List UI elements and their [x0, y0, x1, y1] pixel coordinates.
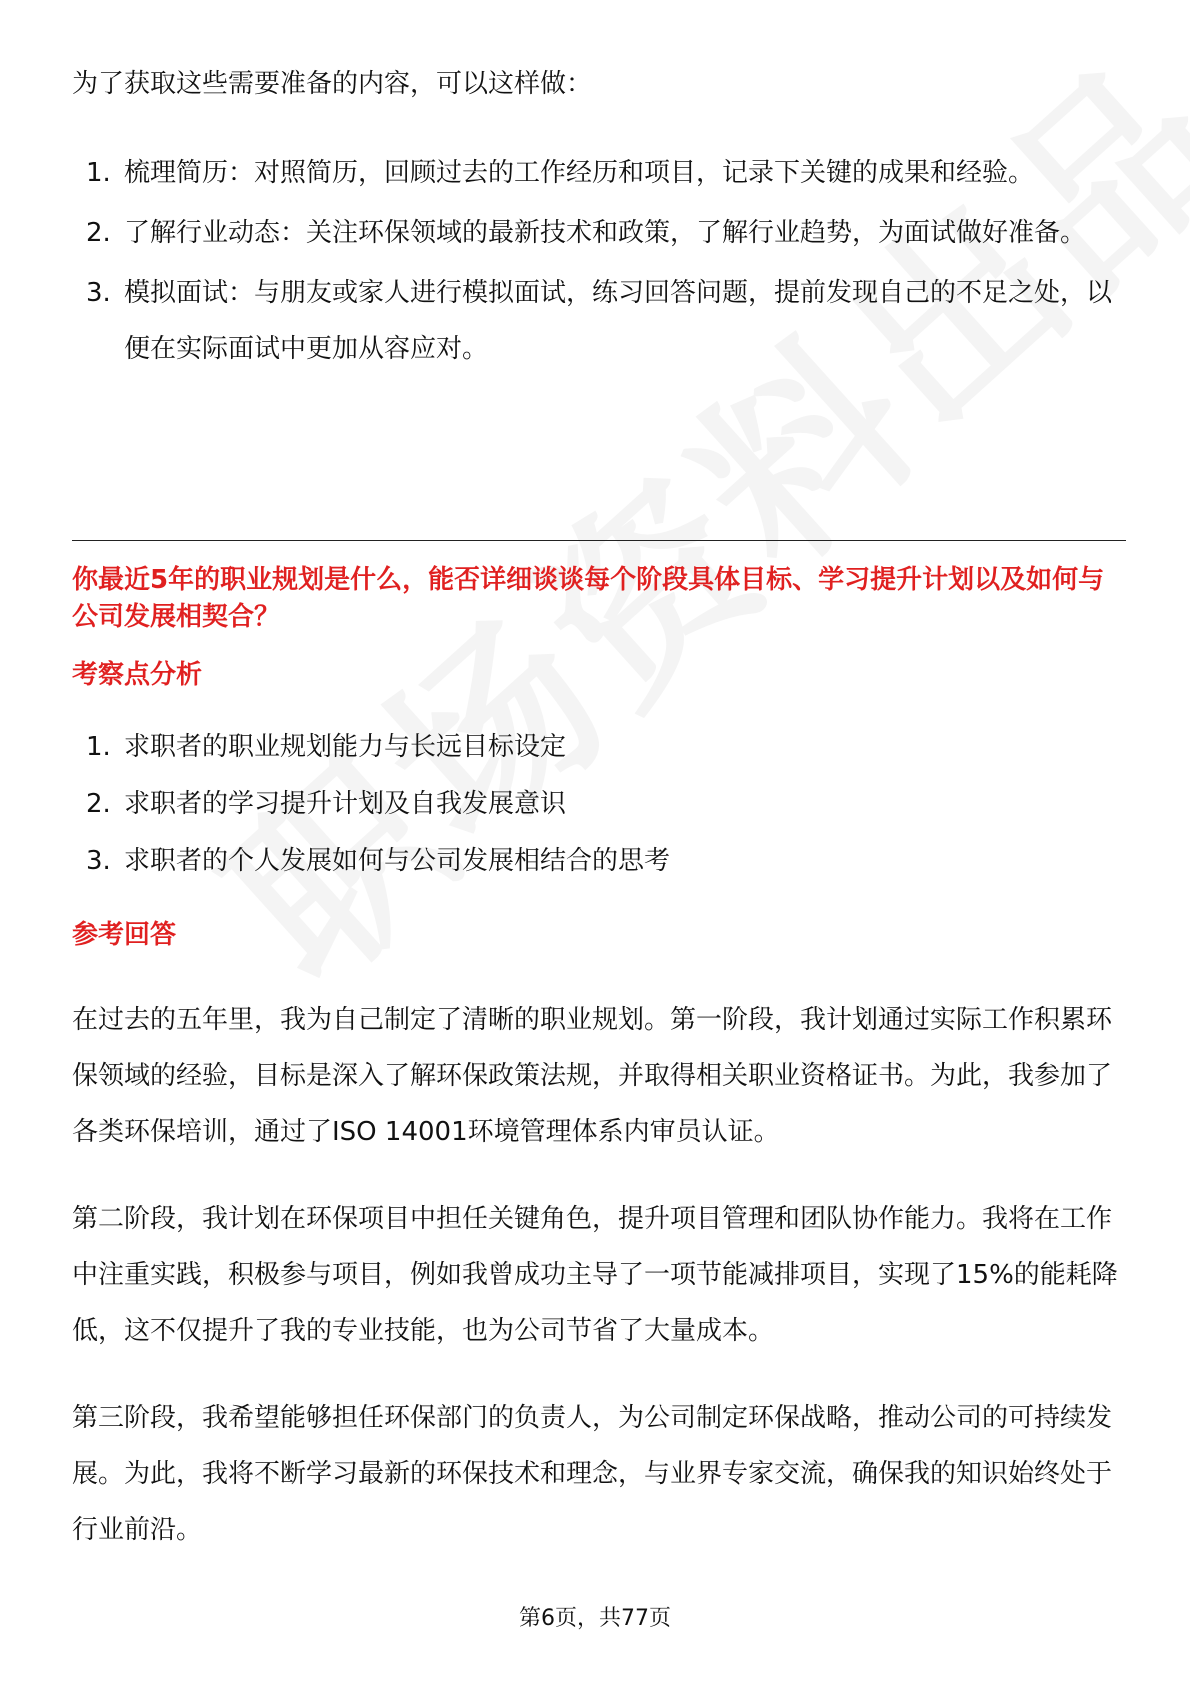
list-number: 1.	[86, 158, 111, 188]
list-number: 3.	[86, 278, 111, 308]
list-item	[72, 841, 1122, 881]
list-number: 1.	[86, 732, 111, 762]
intro-text: 为了获取这些需要准备的内容，可以这样做：	[72, 69, 593, 99]
list-item	[72, 265, 1122, 377]
analysis-heading: 考察点分析	[72, 660, 203, 690]
list-item-text: 求职者的学习提升计划及自我发展意识	[124, 789, 567, 819]
answer-heading: 参考回答	[72, 920, 177, 950]
list-item	[72, 727, 1122, 767]
list-item-text: 求职者的职业规划能力与长远目标设定	[124, 732, 567, 762]
question-heading: 你最近5年的职业规划是什么，能否详细谈谈每个阶段具体目标、学习提升计划以及如何与公司发展相契合？	[72, 565, 1105, 632]
analysis-points-list	[72, 727, 1122, 898]
answer-paragraph: 第三阶段，我希望能够担任环保部门的负责人，为公司制定环保战略，推动公司的可持续发展。为此，我将不断学习最新的环保技术和理念，与业界专家交流，确保我的知识始终处于行业前沿。	[72, 1403, 1113, 1545]
list-number: 2.	[86, 789, 111, 819]
list-item	[72, 205, 1122, 261]
list-item	[72, 145, 1122, 201]
list-item-text: 了解行业动态：关注环保领域的最新技术和政策，了解行业趋势，为面试做好准备。	[124, 218, 1087, 248]
list-item-text: 梳理简历：对照简历，回顾过去的工作经历和项目，记录下关键的成果和经验。	[124, 158, 1035, 188]
section-divider	[72, 540, 1126, 541]
list-number: 3.	[86, 846, 111, 876]
page-footer: 第6页，共77页	[519, 1606, 671, 1631]
answer-paragraph: 在过去的五年里，我为自己制定了清晰的职业规划。第一阶段，我计划通过实际工作积累环保领域的经验，目标是深入了解环保政策法规，并取得相关职业资格证书。为此，我参加了各类环保培训，通过了ISO 14001环境管理体系内审员认证。	[72, 1005, 1113, 1147]
list-item-text: 求职者的个人发展如何与公司发展相结合的思考	[124, 846, 671, 876]
list-item	[72, 784, 1122, 824]
prep-steps-list	[72, 145, 1122, 381]
list-item-text: 模拟面试：与朋友或家人进行模拟面试，练习回答问题，提前发现自己的不足之处，以便在实际面试中更加从容应对。	[124, 278, 1113, 364]
answer-paragraph: 第二阶段，我计划在环保项目中担任关键角色，提升项目管理和团队协作能力。我将在工作中注重实践，积极参与项目，例如我曾成功主导了一项节能减排项目，实现了15%的能耗降低，这不仅提升了我的专业技能，也为公司节省了大量成本。	[72, 1204, 1118, 1346]
list-number: 2.	[86, 218, 111, 248]
